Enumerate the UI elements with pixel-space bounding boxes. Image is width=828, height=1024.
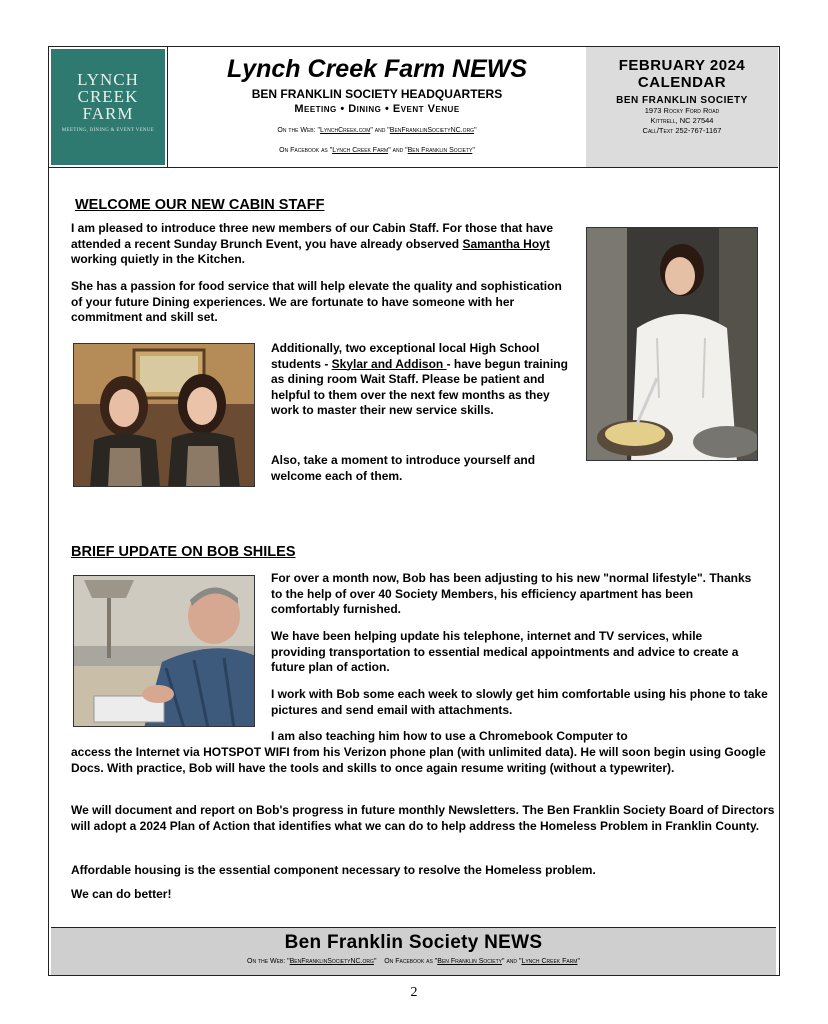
- footer-web-prefix: On the Web: ": [247, 958, 290, 965]
- address-line-2: Kittrell, NC 27544: [650, 116, 714, 125]
- paragraph-welcome: Also, take a moment to introduce yourself and welcome each of them.: [271, 453, 536, 483]
- kitchen-photo-image: [587, 228, 758, 461]
- link-lynchcreek[interactable]: LynchCreek.com: [320, 127, 371, 134]
- masthead-divider: [49, 167, 778, 168]
- skylar-addison-names: Skylar and Addison: [331, 356, 447, 371]
- calendar-label: CALENDAR: [637, 74, 727, 91]
- phone-line: Call/Text 252-767-1167: [642, 126, 722, 135]
- wait-staff-photo-image: [74, 344, 255, 487]
- intro-text-end: working quietly in the Kitchen.: [71, 252, 246, 266]
- paragraph-intro: [71, 221, 571, 268]
- fb-and: " and ": [388, 147, 408, 154]
- paragraph-affordable-housing: Affordable housing is the essential component necessary to resolve the Homeless problem.: [71, 863, 596, 877]
- footer-web-suffix: ": [373, 958, 377, 965]
- paragraph-closing: We can do better!: [71, 887, 172, 901]
- photo-bob-shiles: [73, 575, 255, 727]
- web-and: " and ": [370, 127, 390, 134]
- section-title-bob-shiles: BRIEF UPDATE ON BOB SHILES: [71, 544, 296, 560]
- page-number: 2: [410, 985, 418, 1000]
- paragraph-bob-chromebook: access the Internet via HOTSPOT WIFI from his Verizon phone plan (with unlimited data). He will soon begin using Google Docs. With practice, Bob will have the tools and skills to once again resume writing (without a typewriter).: [71, 745, 766, 775]
- paragraph-bob-adjusting: For over a month now, Bob has been adjusting to his new "normal lifestyle". Thanks to the help of over 40 Society Members, his efficiency apartment has been comfortably furnished.: [271, 571, 752, 616]
- students-text: Additionally, two exceptional local High School students -: [271, 341, 540, 371]
- intro-text: I am pleased to introduce three new members of our Cabin Staff. For those that have attended a recent Sunday Brunch Event, you have already observed: [71, 221, 554, 251]
- newsletter-page: [48, 46, 780, 976]
- calendar-org: BEN FRANKLIN SOCIETY: [616, 95, 748, 106]
- students-text-end: - have begun training as dining room Wait Staff. Please be patient and helpful to them over the next few months as they work to master their new service skills.: [271, 356, 568, 417]
- paragraph-passion: She has a passion for food service that will help elevate the quality and sophistication of your future Dining experiences. We are fortunate to have someone with her commitment and skill set.: [71, 279, 562, 324]
- link-fb-ben-franklin-society[interactable]: Ben Franklin Society: [407, 147, 473, 154]
- footer-link-fb-lynch-creek[interactable]: Lynch Creek Farm: [521, 958, 578, 965]
- facebook-links-line: [168, 146, 586, 155]
- footer-links-line: [51, 958, 776, 965]
- address-line-1: 1973 Rocky Ford Road: [644, 106, 720, 115]
- link-benfranklinsociety[interactable]: BenFranklinSocietyNC.org: [389, 127, 475, 134]
- footer-link-benfranklinsociety[interactable]: BenFranklinSocietyNC.org: [289, 958, 374, 965]
- logo-line-3: FARM: [82, 104, 134, 123]
- footer-fb-prefix: On Facebook as ": [384, 958, 438, 965]
- masthead: [49, 47, 778, 167]
- newsletter-subtitle: BEN FRANKLIN SOCIETY HEADQUARTERS: [251, 87, 503, 101]
- web-links-line: [168, 126, 586, 135]
- footer-banner: [51, 927, 776, 975]
- lynch-creek-farm-logo: [51, 49, 165, 165]
- logo-line-2: CREEK: [77, 87, 139, 106]
- masthead-center: [167, 47, 587, 167]
- logo-line-1: LYNCH: [77, 70, 139, 89]
- section-title-cabin-staff: WELCOME OUR NEW CABIN STAFF: [75, 197, 325, 213]
- newsletter-tagline: Meeting • Dining • Event Venue: [294, 103, 460, 115]
- paragraph-students: [271, 341, 576, 419]
- paragraph-bob-chromebook-start: I am also teaching him how to use a Chromebook Computer to: [271, 729, 628, 743]
- web-prefix: On the Web: ": [277, 127, 321, 134]
- calendar-month: FEBRUARY 2024: [618, 57, 746, 74]
- link-fb-lynch-creek-farm[interactable]: Lynch Creek Farm: [332, 147, 389, 154]
- footer-title: Ben Franklin Society NEWS: [284, 932, 543, 953]
- logo-tagline: MEETING, DINING & EVENT VENUE: [61, 128, 155, 133]
- fb-prefix: On Facebook as ": [279, 147, 333, 154]
- calendar-box: [586, 47, 778, 168]
- footer-fb-suffix: ": [577, 958, 580, 965]
- samantha-hoyt-name: Samantha Hoyt: [462, 236, 550, 251]
- web-suffix: ": [474, 127, 477, 134]
- footer-fb-and: " and ": [502, 958, 522, 965]
- paragraph-bob-services: We have been helping update his telephone, internet and TV services, while providing transportation to essential medical appointments and advice to create a future plan of action.: [271, 629, 739, 674]
- photo-samantha-kitchen: [586, 227, 758, 461]
- bob-photo-image: [74, 576, 255, 727]
- footer-link-fb-ben-franklin[interactable]: Ben Franklin Society: [437, 958, 503, 965]
- newsletter-title: Lynch Creek Farm NEWS: [226, 55, 528, 83]
- fb-suffix: ": [472, 147, 475, 154]
- paragraph-bob-progress: We will document and report on Bob's progress in future monthly Newsletters. The Ben Franklin Society Board of Directors will adopt a 2024 Plan of Action that identifies what we can do to help address the Homeless Problem in Franklin County.: [71, 803, 775, 833]
- paragraph-bob-phone: I work with Bob some each week to slowly get him comfortable using his phone to take pictures and send email with attachments.: [271, 687, 768, 717]
- photo-wait-staff: [73, 343, 255, 487]
